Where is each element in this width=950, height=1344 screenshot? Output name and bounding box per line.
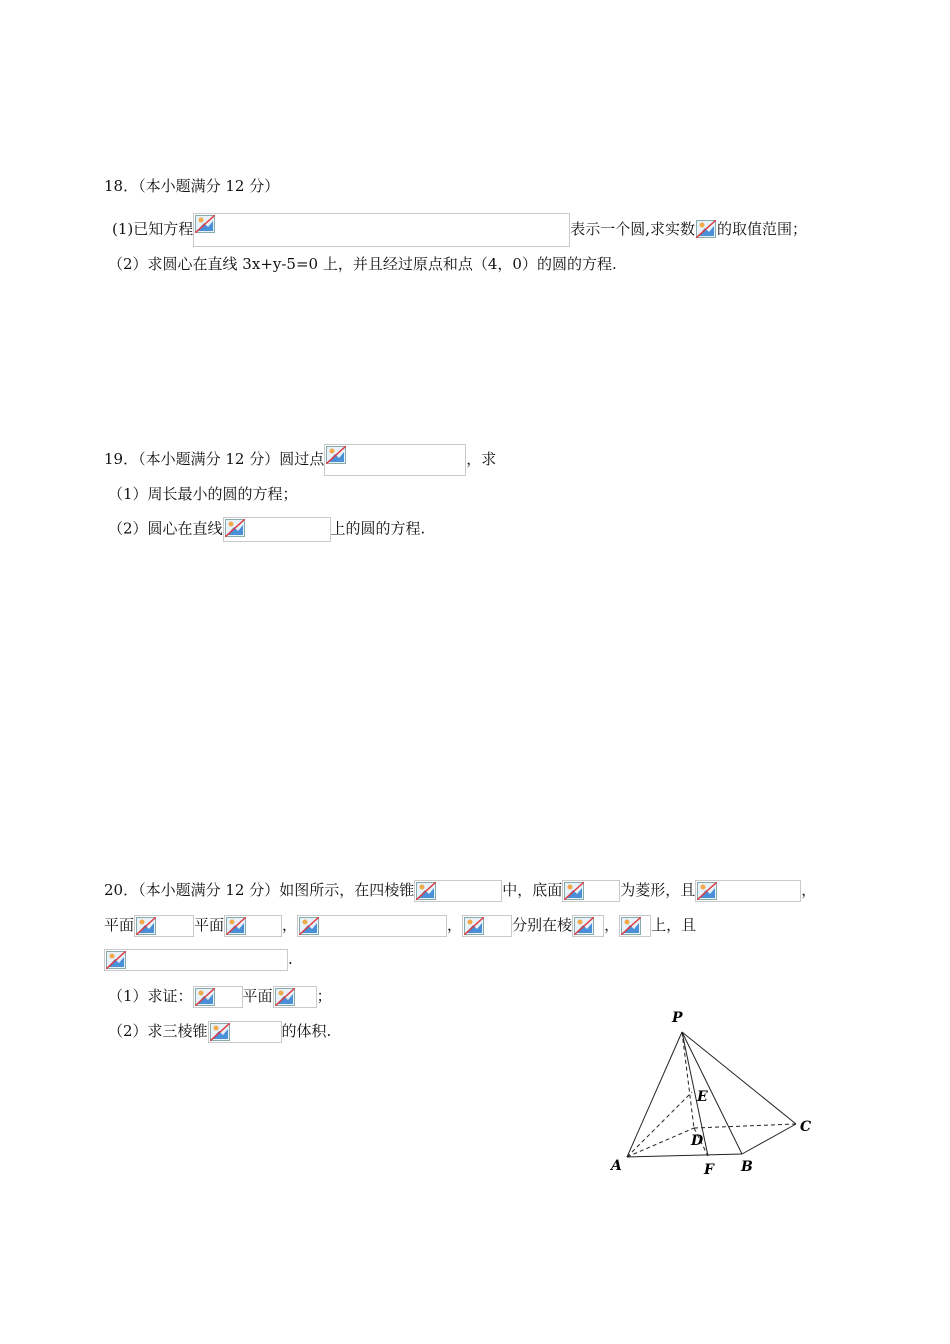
q20-part2	[108, 1020, 331, 1043]
edge-AB	[627, 1154, 742, 1157]
q20-p1-b: 平面	[242, 987, 273, 1005]
broken-image-icon	[416, 882, 436, 900]
q20-l2-a: 平面	[104, 916, 135, 934]
formula-image-placeholder	[695, 880, 801, 902]
q20-line2	[104, 914, 696, 937]
q20-p2-b: 的体积.	[281, 1022, 332, 1040]
q20-part1	[108, 985, 332, 1008]
q20-text-c: 为菱形，且	[620, 881, 696, 899]
q20-p1-c: ；	[316, 987, 332, 1005]
edge-AE	[627, 1092, 692, 1157]
formula-image-placeholder	[414, 880, 502, 902]
formula-image-placeholder	[134, 915, 194, 937]
broken-image-icon	[326, 446, 346, 464]
label-A: A	[611, 1158, 622, 1174]
q19-part1: （1）周长最小的圆的方程；	[108, 485, 298, 503]
broken-image-icon	[574, 917, 594, 935]
q20-line3	[104, 948, 293, 971]
broken-image-icon	[564, 882, 584, 900]
q20-title-text: 20．（本小题满分 12 分）如图所示，在四棱锥	[104, 881, 415, 899]
formula-image-placeholder	[297, 915, 447, 937]
line-image-placeholder	[223, 517, 331, 542]
broken-image-icon	[210, 1023, 230, 1041]
pyramid-diagram	[600, 1000, 830, 1185]
q20-title-line	[104, 879, 816, 902]
q20-text-b: 中，底面	[502, 881, 563, 899]
broken-image-icon	[136, 917, 156, 935]
broken-image-icon	[697, 882, 717, 900]
broken-image-icon	[696, 220, 716, 238]
equation-image-placeholder	[193, 213, 570, 247]
label-B: B	[741, 1159, 753, 1175]
q18-title: 18．（本小题满分 12 分）	[104, 177, 280, 195]
formula-image-placeholder	[208, 1021, 282, 1043]
formula-image-placeholder	[619, 915, 651, 937]
broken-image-icon	[299, 917, 319, 935]
q20-p2-a: （2）求三棱锥	[108, 1022, 208, 1040]
label-D: D	[691, 1133, 704, 1149]
broken-image-icon	[225, 519, 245, 537]
label-F: F	[704, 1162, 714, 1178]
q18-p1-text-b: 表示一个圆,求实数	[570, 220, 696, 238]
edge-PC	[682, 1032, 796, 1124]
edge-PA	[627, 1032, 682, 1157]
edge-BC	[742, 1124, 796, 1154]
q19-title	[104, 444, 496, 476]
label-C: C	[800, 1119, 812, 1135]
q18-part2: （2）求圆心在直线 3x+y-5=0 上，并且经过原点和点（4，0）的圆的方程.	[108, 255, 617, 273]
formula-image-placeholder	[562, 880, 620, 902]
q20-l2-e: 分别在棱	[512, 916, 573, 934]
q20-l2-b: 平面	[194, 916, 225, 934]
broken-image-icon	[621, 917, 641, 935]
formula-image-placeholder	[224, 915, 282, 937]
q19-title-text: 19．（本小题满分 12 分）圆过点	[104, 450, 325, 468]
broken-image-icon	[195, 988, 215, 1006]
variable-image-placeholder	[695, 219, 717, 241]
broken-image-icon	[275, 988, 295, 1006]
q20-l2-g: 上，且	[651, 916, 697, 934]
point-image-placeholder	[324, 444, 466, 476]
q20-p1-a: （1）求证：	[108, 987, 193, 1005]
formula-image-placeholder	[572, 915, 604, 937]
edge-AD	[627, 1128, 694, 1157]
q20-l2-c: ，	[282, 916, 298, 934]
formula-image-placeholder	[104, 949, 288, 971]
q19-p2-text-a: （2）圆心在直线	[108, 519, 223, 538]
formula-image-placeholder	[462, 915, 512, 937]
q18-p1-text-c: 的取值范围；	[717, 220, 808, 238]
q20-l2-d: ，	[447, 916, 463, 934]
q20-l2-f: ，	[604, 916, 620, 934]
formula-image-placeholder	[193, 986, 243, 1008]
label-P: P	[672, 1010, 683, 1026]
broken-image-icon	[464, 917, 484, 935]
broken-image-icon	[226, 917, 246, 935]
q20-l3-end: .	[288, 950, 293, 968]
q19-p2-text-b: 上的圆的方程.	[330, 519, 426, 538]
broken-image-icon	[195, 215, 215, 233]
label-E: E	[697, 1089, 708, 1105]
broken-image-icon	[106, 951, 126, 969]
q19-part2	[108, 517, 425, 542]
formula-image-placeholder	[273, 986, 317, 1008]
q18-p1-text-a: (1)已知方程	[112, 220, 194, 238]
q18-part1	[112, 213, 807, 247]
q20-text-d: ，	[801, 881, 817, 899]
edge-DC	[694, 1124, 796, 1128]
q19-title-tail: ，求	[466, 450, 497, 468]
